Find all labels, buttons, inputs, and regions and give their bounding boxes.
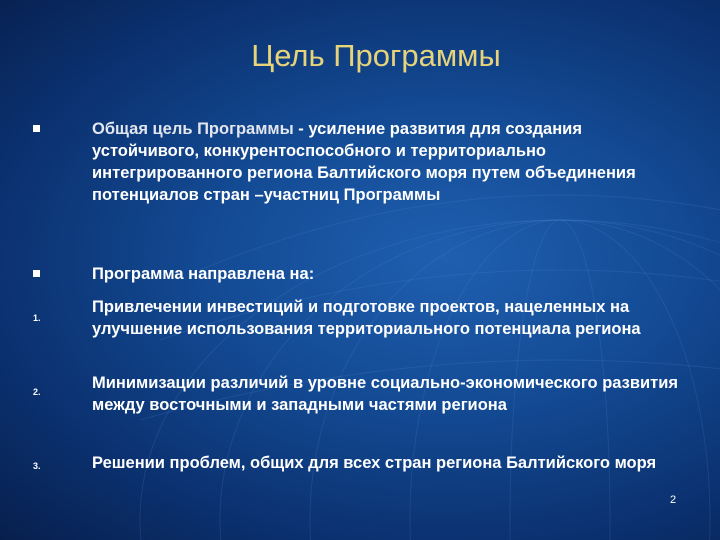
goal-paragraph <box>92 118 692 206</box>
bullet-goal <box>33 125 40 132</box>
directions-heading: Программа направлена на: <box>92 265 315 283</box>
list-item: Привлечении инвестиций и подготовке проектов, нацеленных на улучшение использования территориального потенциала региона <box>92 298 641 338</box>
bullet-directions <box>33 270 40 277</box>
goal-lead: Общая цель Программы <box>92 120 294 138</box>
item-number: 3. <box>33 461 41 471</box>
goal-rest: - усиление развития для создания устойчивого, конкурентоспособного и территориально интегрированного региона Балтийского моря путем объединения потенциалов стран –участниц Программы <box>92 120 636 204</box>
item-number: 2. <box>33 387 41 397</box>
page-number: 2 <box>670 494 677 506</box>
item-number: 1. <box>33 313 41 323</box>
slide-title: Цель Программы <box>251 38 501 73</box>
list-item: Решении проблем, общих для всех стран региона Балтийского моря <box>92 454 657 472</box>
list-item: Минимизации различий в уровне социально-экономического развития между восточными и западными частями региона <box>92 374 678 414</box>
